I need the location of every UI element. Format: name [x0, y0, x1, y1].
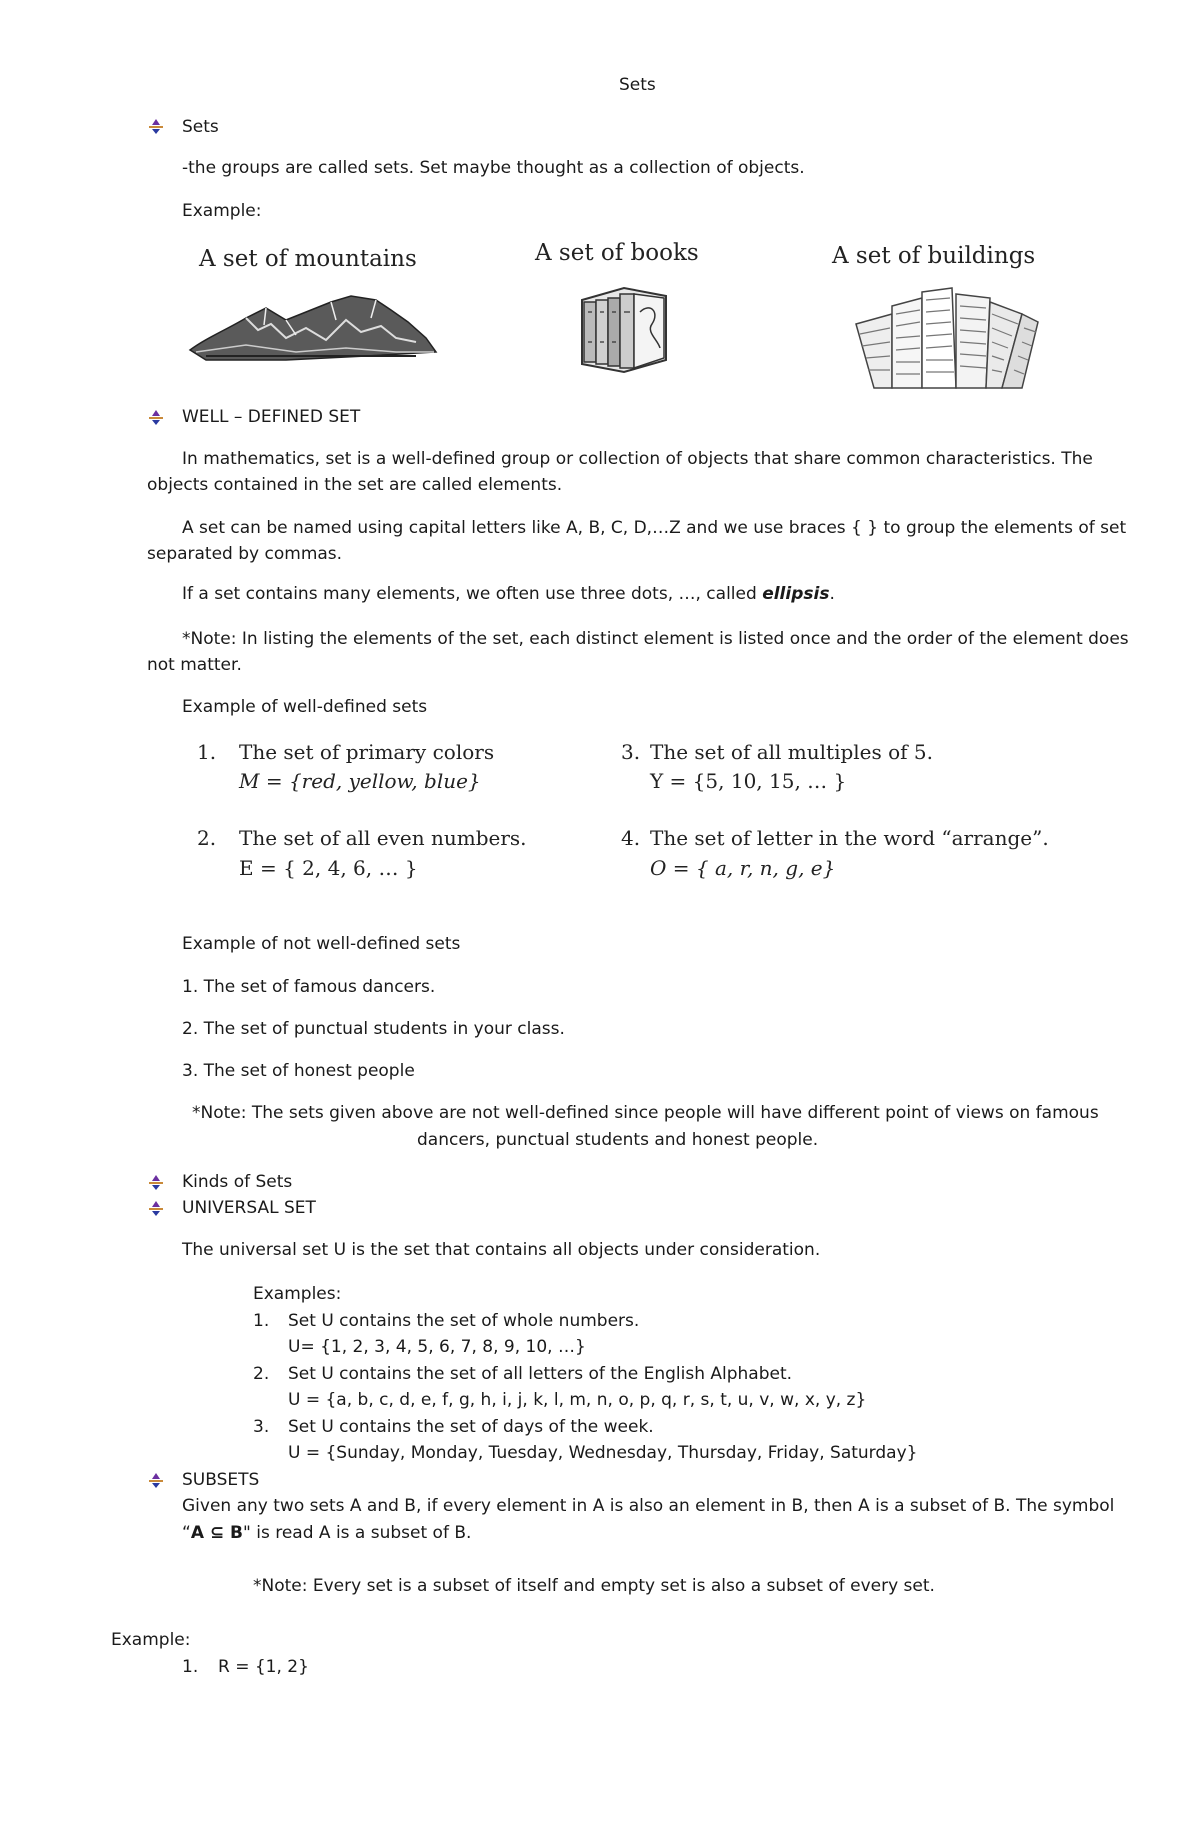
well-defined-note: *Note: In listing the elements of the set, each distinct element is listed once and the order of the element does not matter.	[147, 629, 1129, 675]
bullet-arrow-icon	[148, 1174, 164, 1190]
example-set: E = { 2, 4, 6, … }	[239, 856, 418, 880]
section-heading-subsets: SUBSETS	[182, 1470, 260, 1490]
well-defined-paragraph-3: If a set contains many elements, we often use three dots, …, called ellipsis.	[182, 584, 835, 604]
subset-symbol: A ⊆ B	[190, 1523, 244, 1543]
example-num: 2.	[197, 826, 217, 850]
well-defined-paragraph-1: In mathematics, set is a well-defined group or collection of objects that share common characteristics. The objects contained in the set are called elements.	[147, 449, 1093, 495]
not-well-defined-note-line1: *Note: The sets given above are not well-defined since people will have different point of views on famous	[192, 1103, 1099, 1123]
bullet-arrow-icon	[148, 118, 164, 134]
sets-example-label: Example:	[182, 201, 262, 221]
universal-definition: The universal set U is the set that contains all objects under consideration.	[182, 1240, 821, 1260]
subsets-example-set: R = {1, 2}	[218, 1657, 309, 1677]
list-item: 1. The set of famous dancers.	[182, 977, 436, 997]
well-defined-examples-label: Example of well-defined sets	[182, 697, 428, 717]
subsets-note: *Note: Every set is a subset of itself and empty set is also a subset of every set.	[253, 1576, 935, 1596]
caption-mountains: A set of mountains	[199, 246, 417, 272]
subsets-line-2: “A ⊆ B" is read A is a subset of B.	[182, 1523, 472, 1543]
example-set: O = { a, r, n, g, e}	[650, 856, 836, 880]
page-title: Sets	[619, 75, 656, 95]
example-text: The set of all multiples of 5.	[650, 740, 933, 764]
list-item-number: 1.	[253, 1311, 270, 1331]
not-well-defined-label: Example of not well-defined sets	[182, 934, 461, 954]
list-item: Set U contains the set of whole numbers.	[288, 1311, 640, 1331]
example-text: The set of primary colors	[239, 740, 495, 764]
caption-buildings: A set of buildings	[832, 243, 1036, 269]
bullet-arrow-icon	[148, 1200, 164, 1216]
caption-books: A set of books	[535, 240, 699, 266]
sets-definition: -the groups are called sets. Set maybe thought as a collection of objects.	[182, 158, 805, 178]
universal-set-value: U= {1, 2, 3, 4, 5, 6, 7, 8, 9, 10, …}	[288, 1337, 586, 1357]
list-item-number: 2.	[253, 1364, 270, 1384]
example-num: 3.	[621, 740, 641, 764]
section-heading-kinds: Kinds of Sets	[182, 1172, 293, 1192]
list-item: 3. The set of honest people	[182, 1061, 415, 1081]
section-heading-sets: Sets	[182, 117, 219, 137]
example-set: Y = {5, 10, 15, … }	[650, 769, 847, 793]
example-num: 1.	[197, 740, 217, 764]
example-set: M = {red, yellow, blue}	[239, 769, 481, 793]
subsets-example-label: Example:	[111, 1630, 191, 1650]
not-well-defined-note-line2: dancers, punctual students and honest people.	[417, 1130, 819, 1150]
list-item: Set U contains the set of days of the week.	[288, 1417, 654, 1437]
well-defined-paragraph-2: A set can be named using capital letters like A, B, C, D,…Z and we use braces { } to group the elements of set separated by commas.	[147, 518, 1127, 564]
universal-examples-label: Examples:	[253, 1284, 342, 1304]
example-text: The set of all even numbers.	[239, 826, 527, 850]
buildings-image	[852, 284, 1042, 389]
subsets-line-1: Given any two sets A and B, if every element in A is also an element in B, then A is a subset of B. The symbol	[182, 1496, 1115, 1516]
section-heading-well-defined: WELL – DEFINED SET	[182, 407, 361, 427]
example-num: 4.	[621, 826, 641, 850]
list-item-number: 3.	[253, 1417, 270, 1437]
universal-set-value: U = {Sunday, Monday, Tuesday, Wednesday, Thursday, Friday, Saturday}	[288, 1443, 918, 1463]
ellipsis-term: ellipsis	[762, 584, 830, 604]
universal-set-value: U = {a, b, c, d, e, f, g, h, i, j, k, l, m, n, o, p, q, r, s, t, u, v, w, x, y, z}	[288, 1390, 867, 1410]
list-item-number: 1.	[182, 1657, 199, 1677]
list-item: 2. The set of punctual students in your class.	[182, 1019, 565, 1039]
books-image	[574, 282, 674, 374]
bullet-arrow-icon	[148, 409, 164, 425]
bullet-arrow-icon	[148, 1472, 164, 1488]
mountains-image	[186, 290, 440, 365]
section-heading-universal: UNIVERSAL SET	[182, 1198, 316, 1218]
list-item: Set U contains the set of all letters of the English Alphabet.	[288, 1364, 793, 1384]
example-text: The set of letter in the word “arrange”.	[650, 826, 1049, 850]
